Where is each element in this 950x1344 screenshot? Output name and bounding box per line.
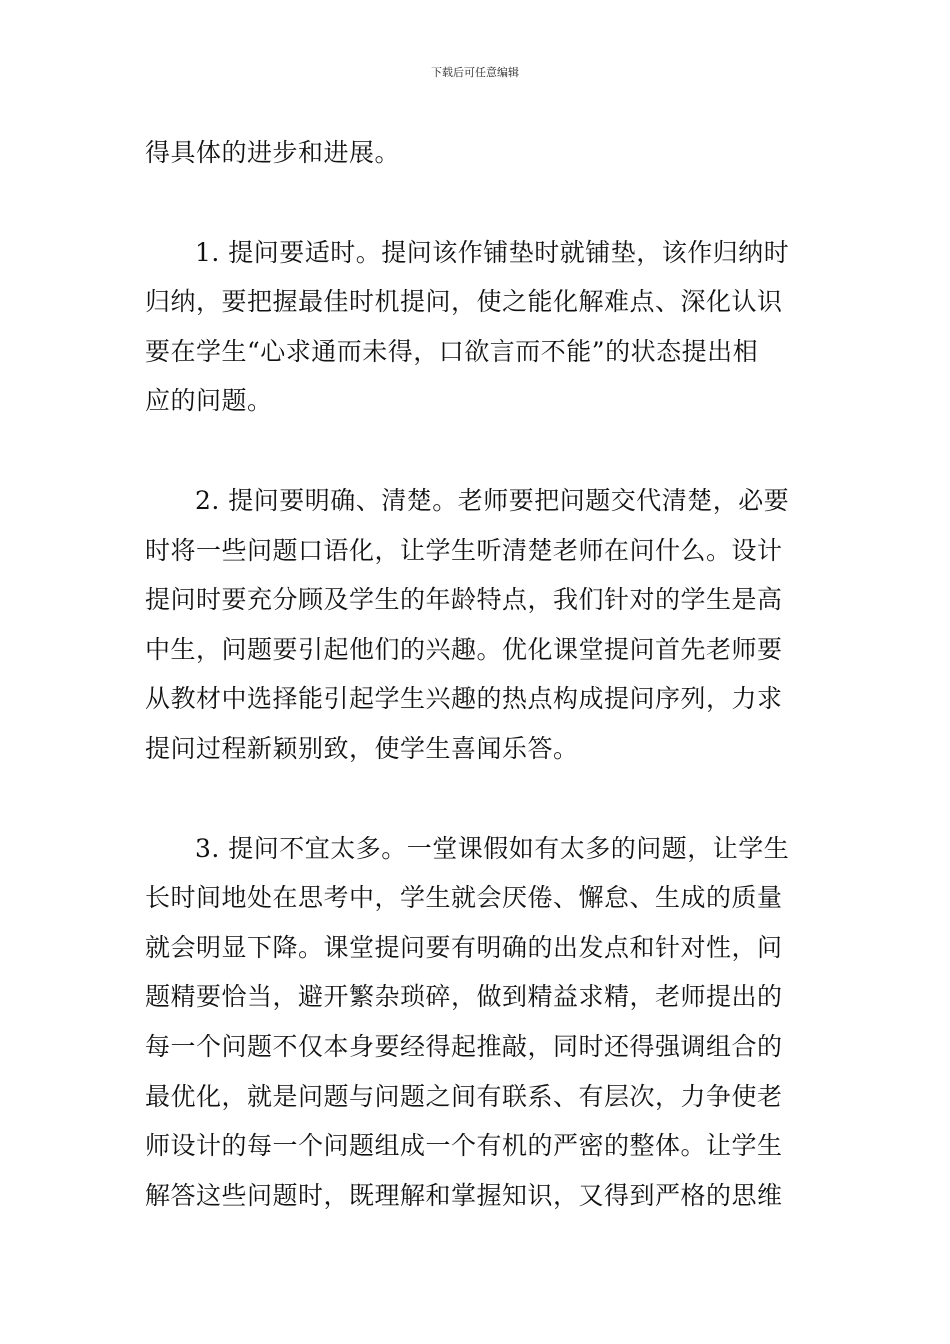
paragraph-continuation: [145, 128, 807, 178]
text-line: 最优化，就是问题与问题之间有联系、有层次，力争使老: [145, 1081, 783, 1111]
text-line: 每一个问题不仅本身要经得起推敲，同时还得强调组合的: [145, 1031, 783, 1061]
paragraph-item-2: [145, 476, 807, 774]
paragraph-gap: [145, 426, 807, 476]
text-line: 2. 提问要明确、清楚。老师要把问题交代清楚，必要: [195, 485, 790, 515]
text-line: 时将一些问题口语化，让学生听清楚老师在问什么。设计: [145, 535, 783, 565]
text-line: 归纳，要把握最佳时机提问，使之能化解难点、深化认识: [145, 287, 783, 317]
paragraph-item-3: [145, 824, 807, 1221]
text-line: 中生，问题要引起他们的兴趣。优化课堂提问首先老师要: [145, 634, 783, 664]
text-line: 就会明显下降。课堂提问要有明确的出发点和针对性，问: [145, 932, 783, 962]
text-line: 得具体的进步和进展。: [145, 138, 401, 167]
text-line: 3. 提问不宜太多。一堂课假如有太多的问题，让学生: [195, 833, 790, 863]
text-line: 题精要恰当，避开繁杂琐碎，做到精益求精，老师提出的: [145, 982, 783, 1012]
text-line: 解答这些问题时，既理解和掌握知识，又得到严格的思维: [145, 1180, 783, 1210]
text-line: 从教材中选择能引起学生兴趣的热点构成提问序列，力求: [145, 684, 783, 714]
paragraph-gap: [145, 774, 807, 824]
document-body: [145, 128, 807, 1220]
paragraph-gap: [145, 178, 807, 228]
text-line: 要在学生“心求通而未得，口欲言而不能”的状态提出相: [145, 336, 759, 366]
page-header: 下载后可任意编辑: [431, 66, 519, 79]
text-line: 应的问题。: [145, 386, 273, 416]
text-line: 长时间地处在思考中，学生就会厌倦、懈怠、生成的质量: [145, 883, 783, 913]
paragraph-item-1: [145, 228, 807, 426]
text-line: 师设计的每一个问题组成一个有机的严密的整体。让学生: [145, 1131, 783, 1161]
text-line: 1. 提问要适时。提问该作铺垫时就铺垫，该作归纳时: [195, 237, 790, 267]
text-line: 提问过程新颖别致，使学生喜闻乐答。: [145, 733, 579, 763]
text-line: 提问时要充分顾及学生的年龄特点，我们针对的学生是高: [145, 585, 783, 615]
